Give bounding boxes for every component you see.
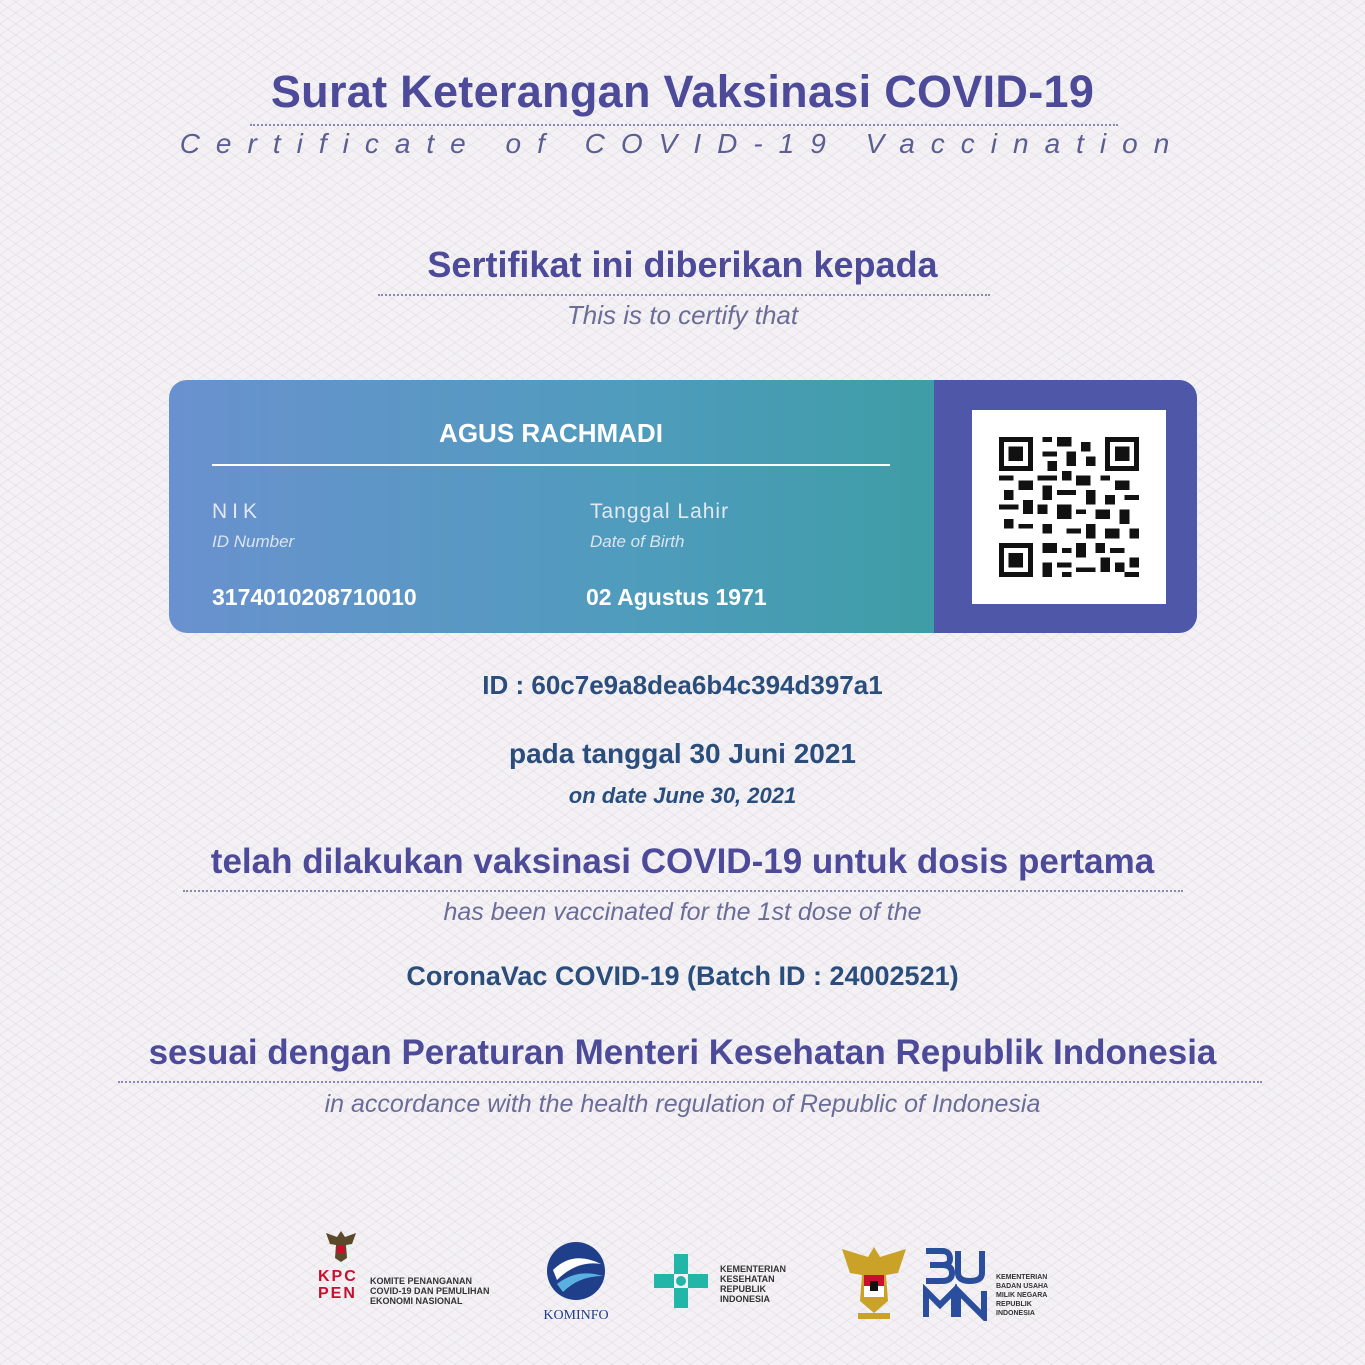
dose-divider (183, 890, 1183, 892)
nik-value: 3174010208710010 (212, 584, 417, 610)
bumn-text-2: BADAN USAHA (996, 1283, 1049, 1290)
qr-code-icon (999, 437, 1139, 577)
dose-statement-en: has been vaccinated for the 1st dose of the (443, 898, 922, 926)
identity-card (169, 380, 1197, 633)
garuda-pancasila-icon (836, 1243, 912, 1323)
holder-name: AGUS RACHMADI (439, 418, 663, 448)
page-title: Surat Keterangan Vaksinasi COVID-19 (270, 66, 1095, 117)
kemenkes-logo (650, 1250, 800, 1320)
bumn-text-1: KEMENTERIAN (996, 1274, 1048, 1281)
kpcpen-text-1: KOMITE PENANGANAN (370, 1276, 473, 1286)
regulation-statement: sesuai dengan Peraturan Menteri Kesehatan Republik Indonesia (148, 1033, 1217, 1072)
qr-panel (934, 380, 1197, 633)
kemenkes-text-1: KEMENTERIAN (720, 1264, 787, 1274)
vaccination-date-en: on date June 30, 2021 (568, 783, 797, 808)
dose-statement: telah dilakukan vaksinasi COVID-19 untuk dosis pertama (210, 842, 1155, 881)
certificate-id: ID : 60c7e9a8dea6b4c394d397a1 (482, 670, 883, 700)
kemenkes-text-2: KESEHATAN (720, 1274, 775, 1284)
regulation-statement-en: in accordance with the health regulation of Republic of Indonesia (324, 1090, 1041, 1118)
dob-label: Tanggal Lahir (590, 500, 730, 523)
kominfo-logo (532, 1240, 620, 1330)
certify-divider (378, 294, 990, 296)
kemenkes-text-4: INDONESIA (720, 1294, 771, 1304)
nik-label: NIK (212, 500, 263, 523)
bumn-text-3: MILIK NEGARA (996, 1292, 1048, 1299)
garuda-logo (836, 1243, 912, 1323)
dob-value: 02 Agustus 1971 (586, 584, 767, 610)
kominfo-label: KOMINFO (543, 1308, 609, 1323)
bumn-logo (922, 1245, 1052, 1325)
vaccination-date: pada tanggal 30 Juni 2021 (508, 738, 857, 769)
kpcpen-text-3: EKONOMI NASIONAL (370, 1296, 463, 1306)
kpcpen-logo (318, 1228, 508, 1328)
kpcpen-mark-bottom: PEN (318, 1285, 357, 1302)
garuda-small-icon (321, 1228, 361, 1264)
kemenkes-text-3: REPUBLIK (720, 1284, 767, 1294)
certify-heading: Sertifikat ini diberikan kepada (427, 244, 938, 285)
regulation-divider (118, 1081, 1262, 1083)
qr-code[interactable] (972, 410, 1166, 604)
title-divider (250, 124, 1118, 126)
kpcpen-mark-top: KPC (318, 1268, 358, 1285)
kemenkes-cross-icon (650, 1250, 712, 1312)
page-subtitle: Certificate of COVID-19 Vaccination (179, 128, 1186, 159)
name-underline (212, 464, 890, 466)
kpcpen-text-2: COVID-19 DAN PEMULIHAN (370, 1286, 490, 1296)
vaccine-name: CoronaVac COVID-19 (Batch ID : 24002521) (406, 961, 959, 991)
bumn-mark-icon (922, 1245, 988, 1321)
certify-subheading: This is to certify that (566, 300, 799, 330)
nik-label-en: ID Number (212, 532, 295, 551)
dob-label-en: Date of Birth (590, 532, 685, 551)
bumn-text-5: INDONESIA (996, 1310, 1035, 1317)
bumn-text-4: REPUBLIK (996, 1301, 1032, 1308)
kominfo-globe-icon (543, 1240, 609, 1302)
